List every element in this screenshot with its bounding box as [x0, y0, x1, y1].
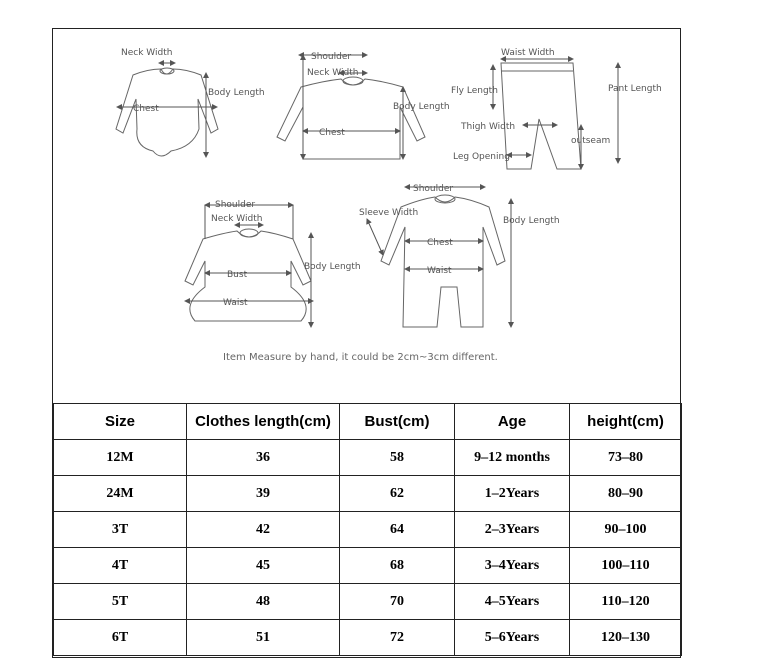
top-body-length-label: Body Length	[393, 102, 450, 112]
top-shoulder-label: Shoulder	[311, 52, 352, 62]
table-row	[54, 548, 682, 584]
table-row	[54, 440, 682, 476]
dress-drawing	[185, 229, 311, 321]
bodysuit-body-length-label: Body Length	[208, 88, 265, 98]
pants-waist-width-label: Waist Width	[501, 48, 555, 58]
cell-age: 4–5Years	[455, 584, 570, 620]
cell-height: 100–110	[570, 548, 682, 584]
cell-size: 4T	[54, 548, 187, 584]
header-bust: Bust(cm)	[340, 404, 455, 440]
dress-waist-label: Waist	[223, 298, 248, 308]
pants-outseam-label: outseam	[571, 136, 611, 146]
cell-height: 90–100	[570, 512, 682, 548]
pants-pant-length-label: Pant Length	[608, 84, 662, 94]
cell-size: 6T	[54, 620, 187, 656]
romper-body-length-label: Body Length	[503, 216, 560, 226]
cell-bust: 64	[340, 512, 455, 548]
cell-age: 1–2Years	[455, 476, 570, 512]
size-table	[53, 403, 682, 656]
cell-bust: 62	[340, 476, 455, 512]
bodysuit-neck-width-label: Neck Width	[121, 48, 173, 58]
cell-age: 5–6Years	[455, 620, 570, 656]
cell-height: 110–120	[570, 584, 682, 620]
cell-clothes-length: 45	[187, 548, 340, 584]
table-header-row	[54, 404, 682, 440]
pants-thigh-width-label: Thigh Width	[461, 122, 516, 132]
dress-bust-label: Bust	[227, 270, 248, 280]
cell-clothes-length: 48	[187, 584, 340, 620]
dress-body-length-label: Body Length	[304, 262, 361, 272]
header-height: height(cm)	[570, 404, 682, 440]
cell-clothes-length: 39	[187, 476, 340, 512]
table-row	[54, 584, 682, 620]
cell-size: 5T	[54, 584, 187, 620]
table-row	[54, 476, 682, 512]
cell-age: 2–3Years	[455, 512, 570, 548]
measurement-diagram	[53, 29, 680, 403]
cell-age: 3–4Years	[455, 548, 570, 584]
bodysuit-chest-label: Chest	[133, 104, 159, 114]
cell-size: 12M	[54, 440, 187, 476]
pants-fly-length-label: Fly Length	[451, 86, 498, 96]
romper-shoulder-label: Shoulder	[413, 184, 454, 194]
top-chest-label: Chest	[319, 128, 345, 138]
cell-age: 9–12 months	[455, 440, 570, 476]
cell-bust: 70	[340, 584, 455, 620]
cell-size: 3T	[54, 512, 187, 548]
cell-clothes-length: 36	[187, 440, 340, 476]
measurement-illustration	[53, 29, 680, 403]
romper-sleeve-width-label: Sleeve Width	[359, 208, 419, 218]
top-neck-width-label: Neck Width	[307, 68, 359, 78]
pants-drawing	[501, 63, 581, 169]
cell-height: 73–80	[570, 440, 682, 476]
measurement-note: Item Measure by hand, it could be 2cm~3cm different.	[223, 352, 498, 363]
size-chart-frame	[52, 28, 681, 658]
cell-height: 120–130	[570, 620, 682, 656]
cell-bust: 72	[340, 620, 455, 656]
cell-bust: 58	[340, 440, 455, 476]
cell-size: 24M	[54, 476, 187, 512]
dress-shoulder-label: Shoulder	[215, 200, 256, 210]
bodysuit-drawing	[116, 68, 218, 156]
cell-bust: 68	[340, 548, 455, 584]
cell-height: 80–90	[570, 476, 682, 512]
table-row	[54, 512, 682, 548]
cell-clothes-length: 51	[187, 620, 340, 656]
table-row	[54, 620, 682, 656]
header-size: Size	[54, 404, 187, 440]
header-clothes-length: Clothes length(cm)	[187, 404, 340, 440]
cell-clothes-length: 42	[187, 512, 340, 548]
romper-chest-label: Chest	[427, 238, 453, 248]
pants-leg-opening-label: Leg Opening	[453, 152, 510, 162]
dress-neck-width-label: Neck Width	[211, 214, 263, 224]
romper-waist-label: Waist	[427, 266, 452, 276]
header-age: Age	[455, 404, 570, 440]
